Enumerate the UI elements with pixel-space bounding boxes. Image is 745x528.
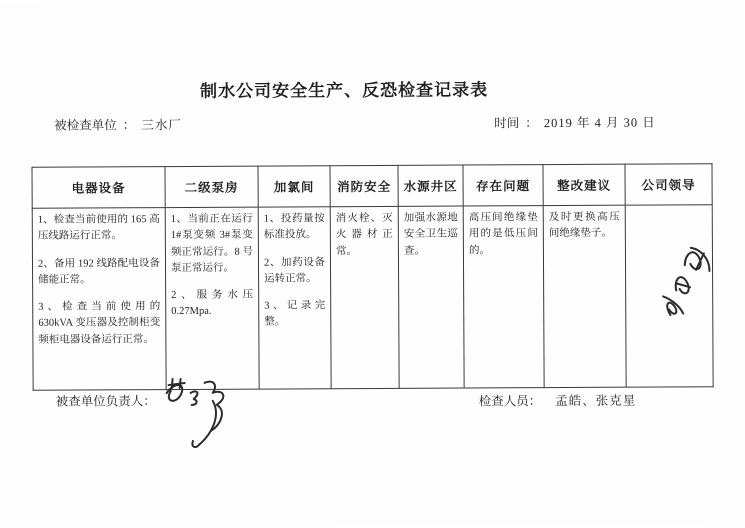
- header-pump-room: 二级泵房: [165, 166, 258, 207]
- cell-pump-room: [165, 207, 259, 389]
- header-company-leader: 公司领导: [625, 164, 712, 205]
- cell-paragraph: 消火栓、灭火器材正常。: [335, 212, 393, 257]
- cell-paragraph: 1、投药量按标准投放。: [263, 213, 325, 241]
- header-fire-safety: 消防安全: [330, 165, 398, 206]
- unit-head-signature: [159, 375, 251, 453]
- cell-paragraph: 3、记录完整。: [264, 300, 326, 328]
- cell-suggestions: [543, 205, 626, 387]
- meta-row: [0, 112, 744, 133]
- cell-paragraph: 1、当前正在运行 1#泵变频 3#泵变频正常运行。8 号泵正常运行。: [170, 213, 253, 274]
- colon: ：: [122, 118, 136, 133]
- time-field: [494, 113, 656, 132]
- inspected-unit-label: 被检查单位: [54, 118, 117, 133]
- time-label: 时间: [494, 116, 520, 131]
- header-well-area: 水源井区: [398, 165, 463, 206]
- cell-paragraph: 高压间绝缘垫用的是低压间的。: [468, 212, 538, 257]
- page-title: 制水公司安全生产、反恐检查记录表: [200, 80, 489, 101]
- cell-well-area: [398, 206, 464, 388]
- cell-paragraph: 2、服务水压 0.27Mpa.: [171, 289, 254, 318]
- unit-head-label: 被查单位负责人：: [55, 394, 156, 409]
- header-suggestions: 整改建议: [543, 164, 625, 205]
- header-problems: 存在问题: [463, 165, 543, 206]
- inspectors-value: 孟皓、张克星: [555, 393, 637, 409]
- cell-paragraph: 及时更换高压间绝缘垫子。: [548, 211, 620, 240]
- cell-company-leader-signature: [625, 205, 713, 387]
- cell-electrical: [32, 208, 166, 391]
- unit-head-field: [56, 391, 156, 410]
- cell-fire-safety: [330, 206, 399, 388]
- company-leader-signature: [642, 231, 713, 327]
- cell-paragraph: 2、加药设备运转正常。: [263, 256, 326, 285]
- colon: ：: [525, 116, 538, 131]
- header-row: [32, 164, 712, 209]
- inspectors-label: 检查人员：: [478, 394, 542, 409]
- cell-paragraph: 3、检查当前使用的 630kVA 变压器及控制柜变频柜电器设备运行正常。: [38, 301, 161, 346]
- cell-problems: [463, 206, 544, 388]
- cell-paragraph: 加强水源地安全卫生巡查。: [403, 212, 458, 257]
- body-row: [32, 205, 713, 391]
- cell-paragraph: 2、备用 192 线路配电设备储能正常。: [37, 257, 161, 286]
- inspected-unit-field: [54, 115, 182, 134]
- inspection-record-table: [31, 163, 713, 391]
- inspectors-field: [479, 391, 637, 410]
- header-electrical: 电器设备: [32, 167, 165, 209]
- cell-paragraph: 1、检查当前使用的 165 高压线路运行正常。: [37, 214, 160, 243]
- inspected-unit-value: 三水厂: [141, 117, 182, 133]
- cell-chlorine-room: [258, 207, 331, 389]
- time-value: 2019 年 4 月 30 日: [543, 115, 656, 131]
- header-chlorine-room: 加氯间: [258, 166, 330, 207]
